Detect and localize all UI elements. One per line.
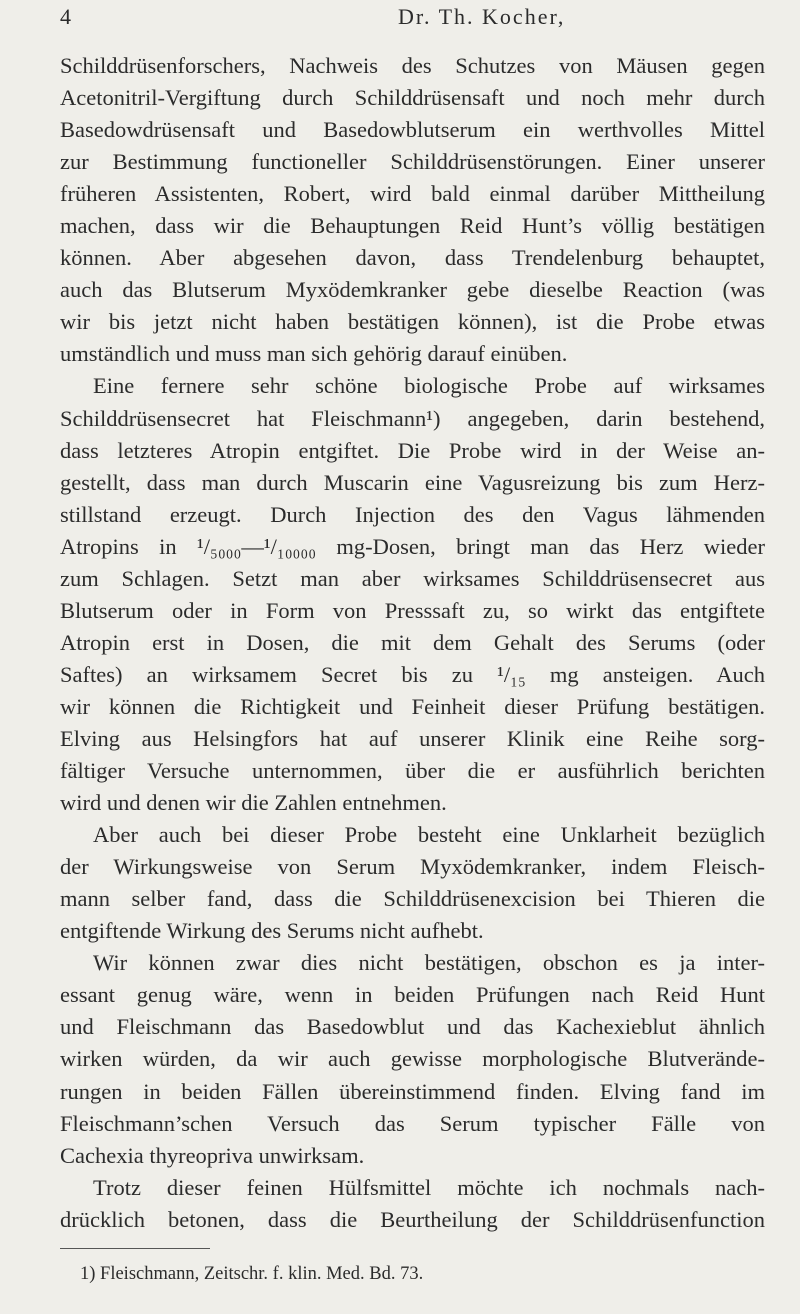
- text-line: Trotz dieser feinen Hülfsmittel möchte ich nochmals nach-: [93, 1174, 765, 1200]
- text-line: mann selber fand, dass die Schilddrüsenexcision bei Thieren die: [60, 886, 765, 912]
- text-line: Cachexia thyreopriva unwirksam.: [60, 1142, 365, 1168]
- page-header: [60, 4, 740, 44]
- text-line: stillstand erzeugt. Durch Injection des den Vagus lähmenden: [60, 501, 765, 527]
- text-line: umständlich und muss man sich gehörig darauf einüben.: [60, 341, 568, 367]
- text-line: Eine fernere sehr schöne biologische Probe auf wirksames: [93, 373, 765, 399]
- text-line: Aber auch bei dieser Probe besteht eine Unklarheit bezüglich: [93, 822, 765, 848]
- text-line: wirken würden, da wir auch gewisse morphologische Blutverände-: [60, 1046, 765, 1072]
- text-line: Schilddrüsensecret hat Fleischmann¹) angegeben, darin bestehend,: [60, 405, 765, 431]
- body-text: [60, 50, 765, 1236]
- text-line: Elving aus Helsingfors hat auf unserer Klinik eine Reihe sorg-: [60, 725, 765, 751]
- text-line: Blutserum oder in Form von Presssaft zu, so wirkt das entgiftete: [60, 597, 765, 623]
- text-line: gestellt, dass man durch Muscarin eine Vagusreizung bis zum Herz-: [60, 469, 765, 495]
- text-line: Fleischmann’schen Versuch das Serum typischer Fälle von: [60, 1110, 765, 1136]
- text-line: dass letzteres Atropin entgiftet. Die Probe wird in der Weise an-: [60, 437, 765, 463]
- text-line: wird und denen wir die Zahlen entnehmen.: [60, 790, 447, 816]
- text-line: drücklich betonen, dass die Beurtheilung der Schilddrüsenfunction: [60, 1206, 765, 1232]
- text-line: Saftes) an wirksamem Secret bis zu ¹/₁₅ mg ansteigen. Auch: [60, 661, 765, 687]
- text-line: essant genug wäre, wenn in beiden Prüfungen nach Reid Hunt: [60, 982, 765, 1008]
- text-line: rungen in beiden Fällen übereinstimmend finden. Elving fand im: [60, 1078, 765, 1104]
- text-line: auch das Blutserum Myxödemkranker gebe dieselbe Reaction (was: [60, 277, 765, 303]
- text-line: Acetonitril-Vergiftung durch Schilddrüsensaft und noch mehr durch: [60, 85, 765, 111]
- text-line: der Wirkungsweise von Serum Myxödemkranker, indem Fleisch-: [60, 854, 765, 880]
- page-number: 4: [60, 4, 72, 29]
- text-line: zum Schlagen. Setzt man aber wirksames Schilddrüsensecret aus: [60, 565, 765, 591]
- text-line: Schilddrüsenforschers, Nachweis des Schutzes von Mäusen gegen: [60, 53, 765, 78]
- text-line: entgiftende Wirkung des Serums nicht aufhebt.: [60, 918, 484, 944]
- text-line: können. Aber abgesehen davon, dass Trendelenburg behauptet,: [60, 245, 765, 271]
- text-line: Basedowdrüsensaft und Basedowblutserum ein werthvolles Mittel: [60, 117, 765, 143]
- text-line: früheren Assistenten, Robert, wird bald einmal darüber Mittheilung: [60, 181, 765, 207]
- text-line: Atropin erst in Dosen, die mit dem Gehalt des Serums (oder: [60, 629, 765, 655]
- footnote-rule: [60, 1248, 210, 1249]
- text-line: fältiger Versuche unternommen, über die er ausführlich berichten: [60, 758, 765, 784]
- text-line: und Fleischmann das Basedowblut und das Kachexieblut ähnlich: [60, 1014, 765, 1040]
- text-line: wir bis jetzt nicht haben bestätigen können), ist die Probe etwas: [60, 309, 765, 335]
- text-line: wir können die Richtigkeit und Feinheit dieser Prüfung bestätigen.: [60, 693, 765, 719]
- running-title: Dr. Th. Kocher,: [398, 4, 566, 29]
- text-line: machen, dass wir die Behauptungen Reid Hunt’s völlig bestätigen: [60, 213, 765, 239]
- footnote: 1) Fleischmann, Zeitschr. f. klin. Med. Bd. 73.: [80, 1264, 424, 1284]
- text-line: Atropins in ¹/₅₀₀₀—¹/₁₀₀₀₀ mg-Dosen, bringt man das Herz wieder: [60, 533, 765, 559]
- text-line: zur Bestimmung functioneller Schilddrüsenstörungen. Einer unserer: [60, 149, 765, 175]
- text-line: Wir können zwar dies nicht bestätigen, obschon es ja inter-: [93, 950, 765, 976]
